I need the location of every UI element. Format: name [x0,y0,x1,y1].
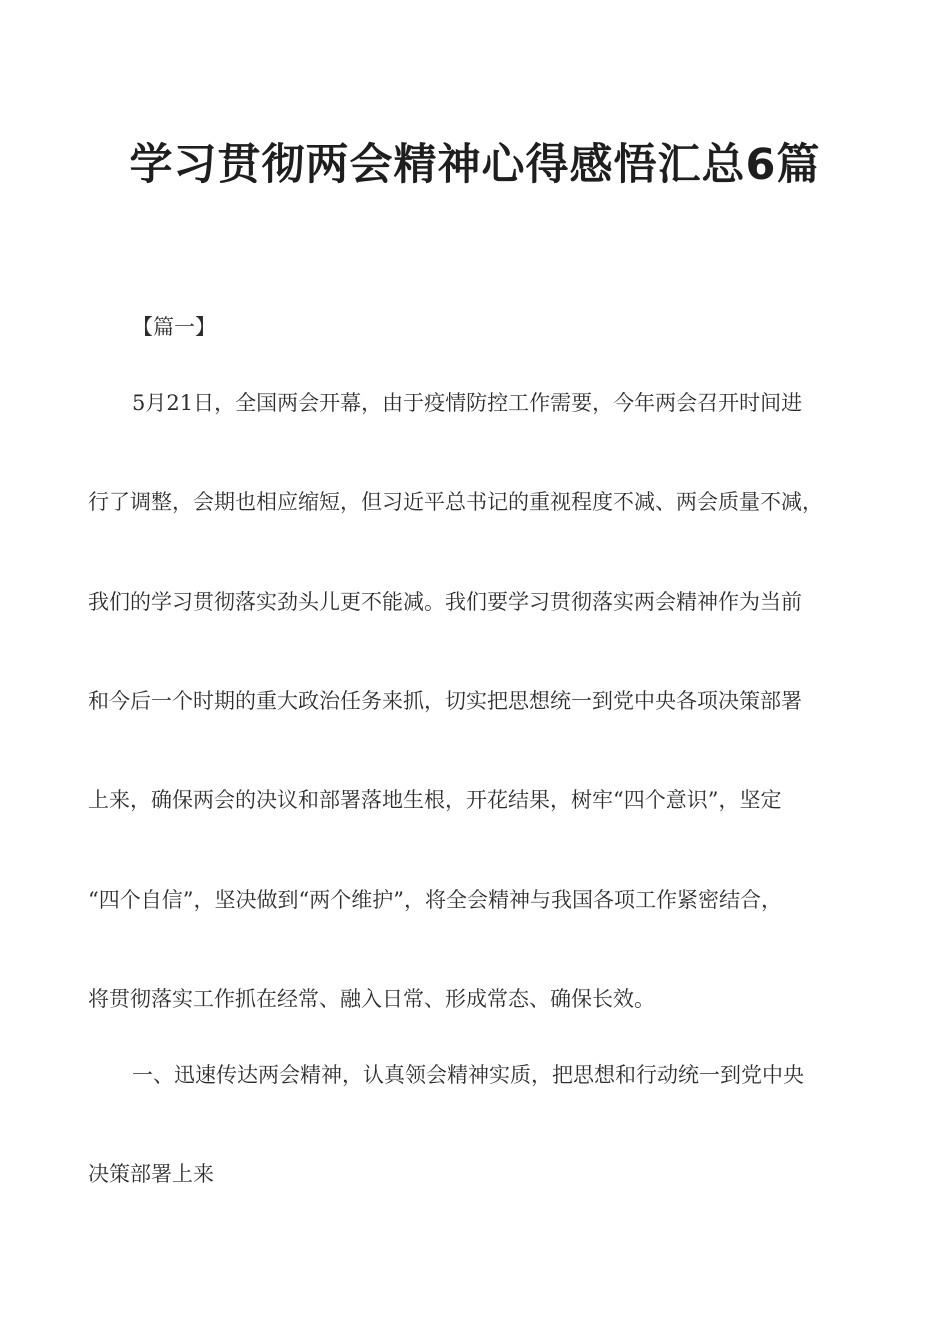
paragraph-line-1: 5月21日，全国两会开幕，由于疫情防控工作需要，今年两会召开时间进 [132,391,803,415]
paragraph-line-5: 上来，确保两会的决议和部署落地生根，开花结果，树牢“四个意识”，坚定 [88,788,782,812]
paragraph-line-6: “四个自信”，坚决做到“两个维护”，将全会精神与我国各项工作紧密结合， [88,888,782,912]
section-label: 【篇一】 [132,315,216,339]
paragraph-line-7: 将贯彻落实工作抓在经常、融入日常、形成常态、确保长效。 [88,987,655,1011]
paragraph-line-4: 和今后一个时期的重大政治任务来抓，切实把思想统一到党中央各项决策部署 [88,689,802,713]
paragraph-line-2: 行了调整，会期也相应缩短，但习近平总书记的重视程度不减、两会质量不减， [88,490,823,514]
heading-line-1: 一、迅速传达两会精神，认真领会精神实质，把思想和行动统一到党中央 [132,1063,804,1087]
paragraph-line-3: 我们的学习贯彻落实劲头儿更不能减。我们要学习贯彻落实两会精神作为当前 [88,590,802,614]
heading-line-2: 决策部署上来 [88,1162,214,1186]
document-title: 学习贯彻两会精神心得感悟汇总6篇 [129,140,821,190]
